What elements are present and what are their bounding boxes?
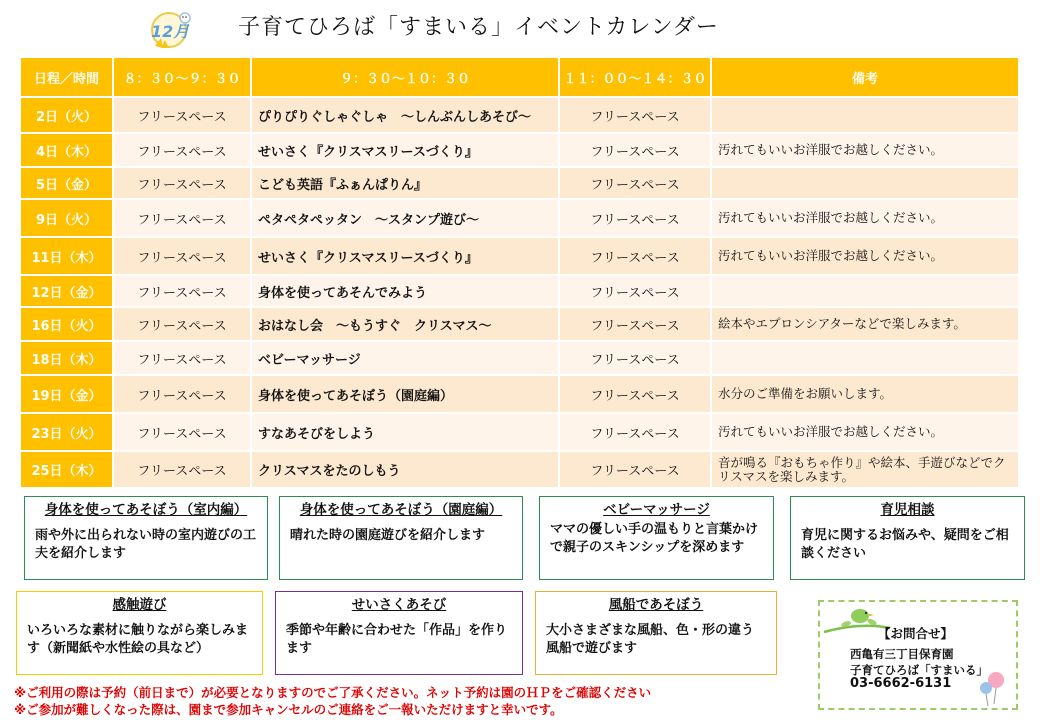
- december-badge: [147, 8, 193, 52]
- activity-box-title: せいさくあそび: [351, 597, 447, 613]
- contact-organization: [850, 646, 988, 678]
- row-late-slot: フリースペース: [559, 275, 711, 307]
- activity-box-indoor-play: [24, 496, 268, 580]
- row-note: 汚れてもいいお洋服でお越しください。: [711, 413, 1019, 451]
- row-note: [711, 275, 1019, 307]
- row-main-event: 身体を使ってあそんでみよう: [251, 275, 559, 307]
- row-note: 音が鳴る『おもちゃ作り』や絵本、手遊びなどでクリスマスを楽しみます。: [711, 451, 1019, 487]
- table-row: [21, 97, 1019, 133]
- activity-box-body: 晴れた時の園庭遊びを紹介します: [290, 528, 486, 543]
- row-late-slot: フリースペース: [559, 451, 711, 487]
- row-late-slot: フリースペース: [559, 167, 711, 199]
- row-date: 23日（火）: [21, 413, 113, 451]
- contact-card: [818, 600, 1018, 710]
- activity-box-sensory-play: [16, 591, 263, 675]
- row-date: 19日（金）: [21, 375, 113, 413]
- activity-box-title: 風船であそぼう: [608, 597, 704, 613]
- row-main-event: すなあそびをしよう: [251, 413, 559, 451]
- row-main-event: こども英語『ふぁんぱりん』: [251, 167, 559, 199]
- row-note: 水分のご準備をお願いします。: [711, 375, 1019, 413]
- row-early-slot: フリースペース: [113, 375, 251, 413]
- contact-title: 【お問合せ】: [878, 626, 954, 641]
- page-title: 子育てひろば「すまいる」イベントカレンダー: [238, 15, 719, 40]
- table-row: [21, 199, 1019, 237]
- row-early-slot: フリースペース: [113, 275, 251, 307]
- table-row: [21, 375, 1019, 413]
- row-note: 汚れてもいいお洋服でお越しください。: [711, 199, 1019, 237]
- activity-box-title: 育児相談: [880, 502, 935, 518]
- activity-box-body: 雨や外に出られない時の室内遊びの工夫を紹介します: [35, 528, 257, 561]
- row-date: 4日（木）: [21, 133, 113, 167]
- row-late-slot: フリースペース: [559, 341, 711, 375]
- table-row: [21, 237, 1019, 275]
- activity-box-body: いろいろな素材に触りながら楽しみます（新聞紙や水性絵の具など）: [27, 623, 249, 656]
- activity-box-title: ベビーマッサージ: [603, 502, 710, 518]
- activity-box-title: 身体を使ってあそぼう（室内編）: [44, 502, 248, 518]
- table-row: [21, 133, 1019, 167]
- activity-box-balloons: [535, 591, 777, 675]
- table-row: [21, 413, 1019, 451]
- row-main-event: せいさく『クリスマスリースづくり』: [251, 133, 559, 167]
- row-date: 2日（火）: [21, 97, 113, 133]
- row-early-slot: フリースペース: [113, 133, 251, 167]
- table-header-row: [21, 58, 1019, 97]
- table-row: [21, 341, 1019, 375]
- row-note: 絵本やエプロンシアターなどで楽しみます。: [711, 307, 1019, 341]
- row-date: 16日（火）: [21, 307, 113, 341]
- table-row: [21, 275, 1019, 307]
- activity-box-parenting-consultation: [790, 496, 1025, 580]
- activity-box-body: ママの優しい手の温もりと言葉かけで親子のスキンシップを深めます: [550, 522, 759, 555]
- row-late-slot: フリースペース: [559, 413, 711, 451]
- row-main-event: せいさく『クリスマスリースづくり』: [251, 237, 559, 275]
- row-date: 9日（火）: [21, 199, 113, 237]
- row-main-event: ペタペタペッタン 〜スタンプ遊び〜: [251, 199, 559, 237]
- row-early-slot: フリースペース: [113, 451, 251, 487]
- column-header-date: 日程／時間: [21, 58, 113, 97]
- row-note: [711, 341, 1019, 375]
- event-calendar-table: [21, 58, 1020, 487]
- activity-box-title: 身体を使ってあそぼう（園庭編）: [299, 502, 503, 518]
- row-main-event: クリスマスをたのしもう: [251, 451, 559, 487]
- row-main-event: 身体を使ってあそぼう（園庭編）: [251, 375, 559, 413]
- row-early-slot: フリースペース: [113, 341, 251, 375]
- table-row: [21, 451, 1019, 487]
- row-date: 18日（木）: [21, 341, 113, 375]
- row-early-slot: フリースペース: [113, 307, 251, 341]
- reservation-notice: ※ご利用の際は予約（前日まで）が必要となりますのでご了承ください。ネット予約は園のＨＰをご確認ください: [14, 685, 652, 700]
- table-row: [21, 167, 1019, 199]
- column-header-notes: 備考: [711, 58, 1019, 97]
- row-note: 汚れてもいいお洋服でお越しください。: [711, 237, 1019, 275]
- row-late-slot: フリースペース: [559, 237, 711, 275]
- row-main-event: ぴりぴりぐしゃぐしゃ 〜しんぶんしあそび〜: [251, 97, 559, 133]
- row-late-slot: フリースペース: [559, 133, 711, 167]
- december-badge-label: 12月: [151, 22, 190, 41]
- column-header-main: ９：３０〜１０：３０: [251, 58, 559, 97]
- cancellation-notice: ※ご参加が難しくなった際は、園まで参加キャンセルのご連絡をご一報いただけますと幸いです。: [14, 702, 563, 717]
- row-early-slot: フリースペース: [113, 167, 251, 199]
- row-early-slot: フリースペース: [113, 237, 251, 275]
- contact-org-name: 西亀有三丁目保育園: [850, 647, 954, 661]
- row-late-slot: フリースペース: [559, 199, 711, 237]
- activity-box-body: 季節や年齢に合わせた「作品」を作ります: [286, 623, 508, 656]
- row-early-slot: フリースペース: [113, 413, 251, 451]
- row-late-slot: フリースペース: [559, 307, 711, 341]
- activity-box-title: 感触遊び: [112, 597, 167, 613]
- row-note: [711, 97, 1019, 133]
- row-main-event: ベビーマッサージ: [251, 341, 559, 375]
- column-header-early: ８：３０〜９：３０: [113, 58, 251, 97]
- activity-box-baby-massage: [539, 496, 774, 580]
- column-header-late: １１：００〜１４：３０: [559, 58, 711, 97]
- row-early-slot: フリースペース: [113, 97, 251, 133]
- row-date: 11日（木）: [21, 237, 113, 275]
- activity-box-outdoor-play: [279, 496, 523, 580]
- contact-phone: 03-6662-6131: [850, 676, 952, 691]
- activity-box-body: 育児に関するお悩みや、疑問をご相談ください: [801, 528, 1009, 561]
- row-date: 5日（金）: [21, 167, 113, 199]
- row-note: 汚れてもいいお洋服でお越しください。: [711, 133, 1019, 167]
- contact-program-name: 子育てひろば「すまいる」: [850, 663, 988, 677]
- row-late-slot: フリースペース: [559, 375, 711, 413]
- row-late-slot: フリースペース: [559, 97, 711, 133]
- row-date: 25日（木）: [21, 451, 113, 487]
- activity-box-body: 大小さまざまな風船、色・形の違う風船で遊びます: [546, 623, 755, 656]
- row-early-slot: フリースペース: [113, 199, 251, 237]
- table-row: [21, 307, 1019, 341]
- activity-box-crafts: [275, 591, 523, 675]
- row-date: 12日（金）: [21, 275, 113, 307]
- row-main-event: おはなし会 〜もうすぐ クリスマス〜: [251, 307, 559, 341]
- row-note: [711, 167, 1019, 199]
